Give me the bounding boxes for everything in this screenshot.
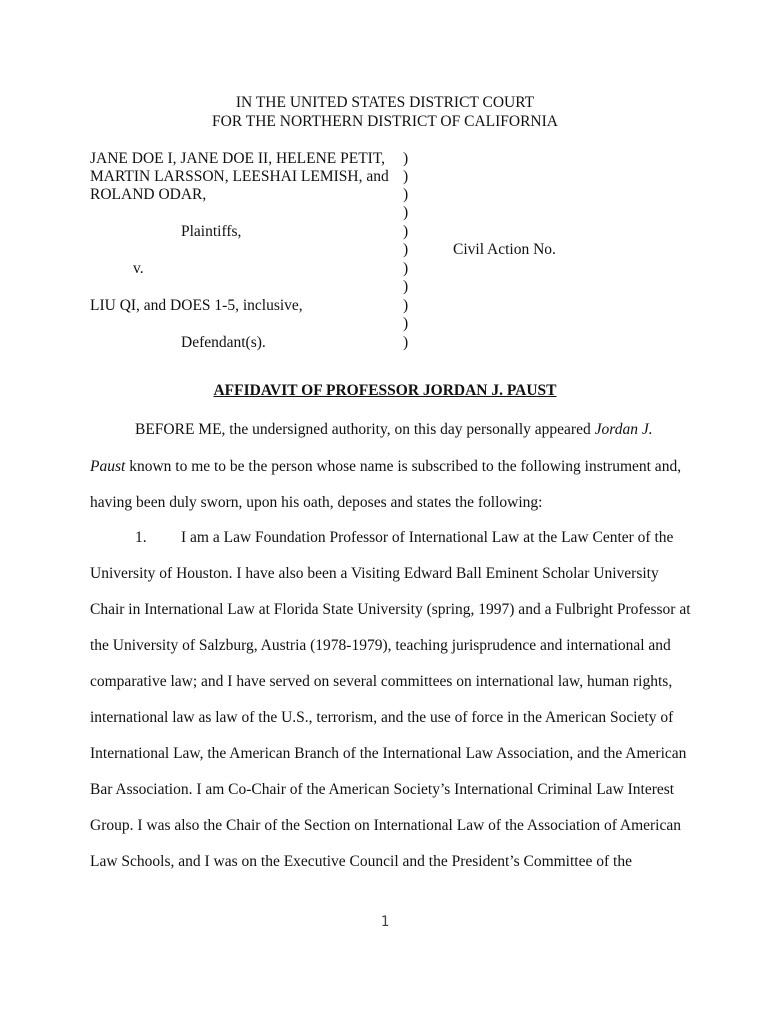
intro-line1-text: BEFORE ME, the undersigned authority, on this day personally appeared <box>135 421 595 438</box>
paragraph-line: Group. I was also the Chair of the Section on International Law of the Association of American <box>90 817 681 834</box>
affiant-name-part2: Paust <box>90 458 126 475</box>
plaintiff-names-line3: ROLAND ODAR, <box>90 186 207 203</box>
document-title: AFFIDAVIT OF PROFESSOR JORDAN J. PAUST <box>213 382 557 399</box>
versus-label: v. <box>133 260 144 277</box>
plaintiff-names-line2: MARTIN LARSSON, LEESHAI LEMISH, and <box>90 168 389 185</box>
paragraph-line: Bar Association. I am Co-Chair of the American Society’s International Criminal Law Interest <box>90 781 675 798</box>
caption-paren: ) <box>403 278 409 295</box>
paragraph-number: 1. <box>135 529 147 546</box>
caption-paren: ) <box>403 150 409 167</box>
paragraph-line: International Law, the American Branch of the International Law Association, and the American <box>90 745 687 762</box>
paragraph-line: Law Schools, and I was on the Executive Council and the President’s Committee of the <box>90 853 632 870</box>
caption-paren: ) <box>403 334 409 351</box>
court-name-line1: IN THE UNITED STATES DISTRICT COURT <box>235 94 535 111</box>
civil-action-number: Civil Action No. <box>453 241 556 258</box>
caption-paren: ) <box>403 204 409 221</box>
intro-line1 <box>135 421 653 439</box>
paragraph-first-line: I am a Law Foundation Professor of International Law at the Law Center of the <box>181 529 674 546</box>
plaintiffs-label: Plaintiffs, <box>181 223 242 240</box>
plaintiff-names-line1: JANE DOE I, JANE DOE II, HELENE PETIT, <box>90 150 386 167</box>
caption-paren: ) <box>403 241 409 258</box>
defendant-names: LIU QI, and DOES 1-5, inclusive, <box>90 297 303 314</box>
paragraph-line: comparative law; and I have served on several committees on international law, human rights, <box>90 673 673 690</box>
intro-line2-text: known to me to be the person whose name is subscribed to the following instrument and, <box>125 458 682 475</box>
defendants-label: Defendant(s). <box>181 334 266 351</box>
court-name-line2: FOR THE NORTHERN DISTRICT OF CALIFORNIA <box>212 113 558 130</box>
paragraph-line: international law as law of the U.S., terrorism, and the use of force in the American Society of <box>90 709 674 726</box>
caption-paren: ) <box>403 168 409 185</box>
paragraph-line: Chair in International Law at Florida State University (spring, 1997) and a Fulbright Professor at <box>90 601 691 618</box>
intro-line3: having been duly sworn, upon his oath, deposes and states the following: <box>90 494 543 511</box>
paragraph-line: University of Houston. I have also been a Visiting Edward Ball Eminent Scholar University <box>90 565 659 582</box>
caption-paren: ) <box>403 186 409 203</box>
affiant-name-part1: Jordan J. <box>594 421 653 438</box>
paragraph-line: the University of Salzburg, Austria (1978-1979), teaching jurisprudence and international and <box>90 637 671 654</box>
intro-line2 <box>90 458 681 476</box>
caption-paren: ) <box>403 223 409 240</box>
page-number: 1 <box>380 914 390 930</box>
caption-paren: ) <box>403 315 409 332</box>
caption-paren: ) <box>403 260 409 277</box>
caption-paren: ) <box>403 297 409 314</box>
